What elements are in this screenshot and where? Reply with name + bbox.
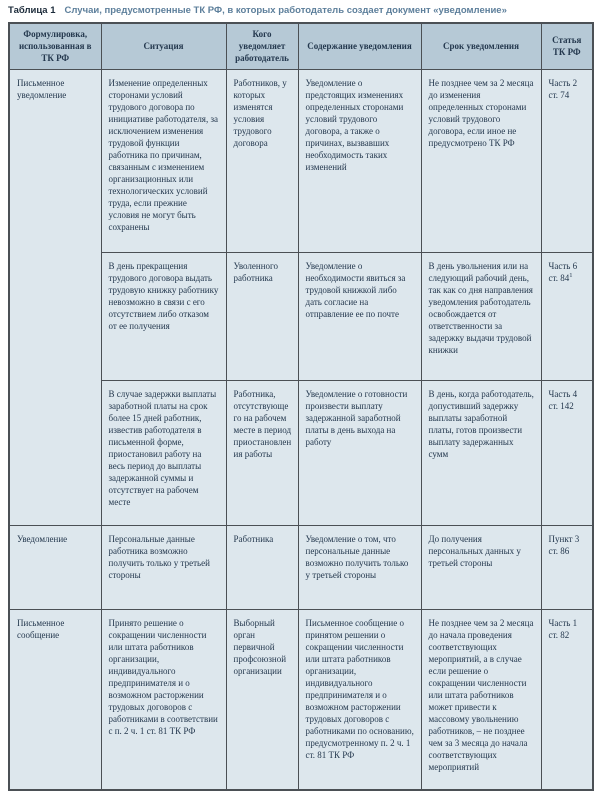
table-row (9, 525, 593, 609)
article-text: Пункт 3 ст. 86 (548, 533, 580, 556)
table-row (9, 609, 593, 790)
cell-situation: Принято решение о сокращении численности или штата работников организации, индивидуального предпринимателя и о возможном расторжении трудовых договоров с работниками в соответствии с п. 2 ч. 1 ст. 81 ТК РФ (101, 609, 226, 790)
article-text: Часть 1 ст. 82 (548, 617, 578, 640)
cell-formulation: Письменное сообщение (9, 609, 101, 790)
cell-term: Не позднее чем за 2 месяца до начала проведения соответствующих мероприятий, а в случае если решение о сокращении численности или штата работников может привести к массовому увольнению работников, – не позднее чем за 3 месяца до начала соответствующих мероприятий (421, 609, 541, 790)
cell-article (541, 609, 593, 790)
cell-article (541, 380, 593, 525)
table-row (9, 69, 593, 252)
cell-term: В день, когда работодатель, допустивший задержку выплаты заработной платы, готов произвести выплату задержанных сумм (421, 380, 541, 525)
cell-situation: Изменение определенных сторонами условий трудового договора по инициативе работодателя, за исключением изменения трудовой функции работника по причинам, связанным с изменением организационных или технологических условий труда, если прежние условия не могут быть сохранены (101, 69, 226, 252)
cell-addressee: Работника (226, 525, 298, 609)
cell-term: В день увольнения или на следующий рабочий день, так как со дня направления уведомления работодатель освобождается от ответственности за задержку выдачи трудовой книжки (421, 252, 541, 380)
cell-content: Письменное сообщение о принятом решении о сокращении численности или штата работников организации, индивидуального предпринимателя и о возможном расторжении трудовых договоров с работниками по основанию, предусмотренному п. 2 ч. 1 ст. 81 ТК РФ (298, 609, 421, 790)
cell-article (541, 525, 593, 609)
cell-content: Уведомление о том, что персональные данные возможно получить только у третьей стороны (298, 525, 421, 609)
cell-formulation: Письменное уведомление (9, 69, 101, 525)
cell-addressee: Работников, у которых изменятся условия трудового договора (226, 69, 298, 252)
cell-situation: В день прекращения трудового договора выдать трудовую книжку работнику невозможно в связи с его отсутствием либо отказом от ее получения (101, 252, 226, 380)
header-formulation: Формулировка, использованная в ТК РФ (9, 23, 101, 69)
cell-content: Уведомление о предстоящих изменениях определенных сторонами условий трудового договора, а также о причинах, вызвавших необходимость таких изменений (298, 69, 421, 252)
cell-content: Уведомление о необходимости явиться за трудовой книжкой либо дать согласие на отправление ее по почте (298, 252, 421, 380)
article-text: Часть 6 ст. 84 (548, 260, 578, 283)
cell-article (541, 252, 593, 380)
cell-situation: В случае задержки выплаты заработной платы на срок более 15 дней работник, известив работодателя в письменной форме, приостановил работу на весь период до выплаты задержанной суммы и отсутствует на рабочем месте (101, 380, 226, 525)
table-title (0, 0, 600, 16)
header-term: Срок уведомления (421, 23, 541, 69)
article-text: Часть 4 ст. 142 (548, 388, 578, 411)
cell-content: Уведомление о готовности произвести выплату задержанной заработной платы в день выхода на работу (298, 380, 421, 525)
cell-term: До получения персональных данных у третьей стороны (421, 525, 541, 609)
cell-formulation: Уведомление (9, 525, 101, 609)
cell-term: Не позднее чем за 2 месяца до изменения определенных сторонами условий трудового договора, если иное не предусмотрено ТК РФ (421, 69, 541, 252)
header-addressee: Кого уведомляет работодатель (226, 23, 298, 69)
header-situation: Ситуация (101, 23, 226, 69)
header-article: Статья ТК РФ (541, 23, 593, 69)
cell-addressee: Выборный орган первичной профсоюзной организации (226, 609, 298, 790)
header-content: Содержание уведомления (298, 23, 421, 69)
cell-situation: Персональные данные работника возможно получить только у третьей стороны (101, 525, 226, 609)
table-title-text: Случаи, предусмотренные ТК РФ, в которых работодатель создает документ «уведомление» (64, 5, 507, 16)
article-text: Часть 2 ст. 74 (548, 77, 578, 100)
article-superscript: 1 (569, 271, 573, 279)
cell-article (541, 69, 593, 252)
header-row (9, 23, 593, 69)
cell-addressee: Работника, отсутствующего на рабочем месте в период приостановления работы (226, 380, 298, 525)
cell-addressee: Уволенного работника (226, 252, 298, 380)
table-title-label: Таблица 1 (8, 5, 56, 16)
notification-cases-table (8, 22, 594, 791)
